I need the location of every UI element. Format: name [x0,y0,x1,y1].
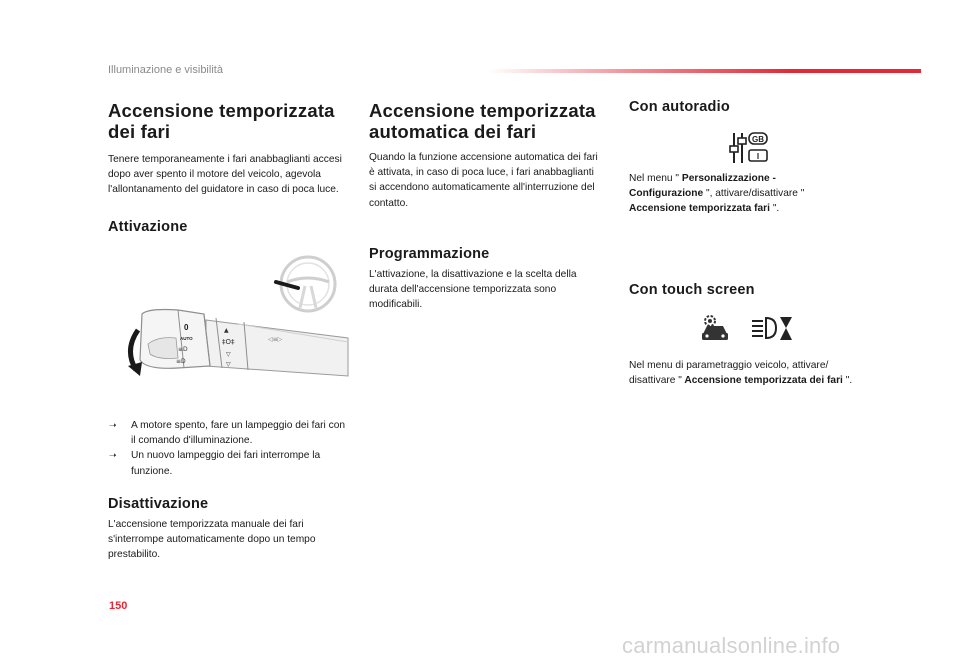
watermark: carmanualsonline.info [622,633,841,658]
list-item: ➝ A motore spento, fare un lampeggio dei fari con il comando d'illuminazione. [109,420,346,447]
svg-text:▽: ▽ [226,361,231,368]
light-stalk-illustration [118,246,350,386]
header-accent-line [488,69,921,73]
col2-heading-line2: automatica dei fari [369,121,537,142]
arrow-bullet-icon: ➝ [109,450,117,461]
page-number: 150 [109,600,128,612]
svg-text:‡O‡: ‡O‡ [222,338,235,346]
col1-heading [108,100,348,142]
section-title: Illuminazione e visibilità [108,64,223,76]
svg-text:≡D: ≡D [176,358,186,365]
list-item: ➝ Un nuovo lampeggio dei fari interrompe la funzione. [109,450,321,477]
vehicle-settings-icons [700,312,796,344]
col1-intro: Tenere temporaneamente i fari anabbaglianti accesi dopo aver spento il motore del veicolo, agevola l'allontanamento del guidatore in caso di poca luce. [108,154,342,196]
svg-text:◁≡▷: ◁≡▷ [268,336,283,343]
deactivation-heading: Disattivazione [108,496,209,512]
svg-text:▲: ▲ [224,327,229,334]
col2-intro: Quando la funzione accensione automatica dei fari è attivata, in caso di poca luce, i fari anabbaglianti si accendono automaticamente all'interruzione del contatto. [369,152,598,209]
col2-heading [369,100,609,142]
svg-text:▽: ▽ [226,351,231,358]
touch-screen-heading: Con touch screen [629,282,755,298]
language-gb-label: GB [752,135,764,144]
deactivation-text: L'accensione temporizzata manuale dei fari s'interrompe automaticamente dopo un tempo prestabilito. [108,519,316,561]
autoradio-heading: Con autoradio [629,99,730,115]
steering-wheel-icon [276,257,335,311]
language-i-label: I [756,152,760,161]
col1-heading-line2: dei fari [108,121,171,142]
stalk-auto-label: AUTO [180,336,193,341]
programming-heading: Programmazione [369,246,490,262]
autoradio-text: Nel menu " Personalizzazione - Configurazione ", attivare/disattivare " Accensione temporizzata fari ". [629,173,805,215]
touch-screen-text: Nel menu di parametraggio veicolo, attivare/ disattivare " Accensione temporizzata dei fari ". [629,360,853,387]
car-settings-icon [702,316,728,340]
svg-text:≡D: ≡D [178,346,188,353]
stalk-zero-label: 0 [184,323,189,332]
col2-heading-line1: Accensione temporizzata [369,100,596,121]
programming-text: L'attivazione, la disattivazione e la scelta della durata dell'accensione temporizzata sono modificabili. [369,269,577,311]
settings-language-icon [728,130,770,166]
activation-bullets [108,418,350,479]
col1-heading-line1: Accensione temporizzata [108,100,335,121]
arrow-bullet-icon: ➝ [109,420,117,430]
activation-heading: Attivazione [108,219,188,235]
headlamp-timer-icon [752,317,792,340]
